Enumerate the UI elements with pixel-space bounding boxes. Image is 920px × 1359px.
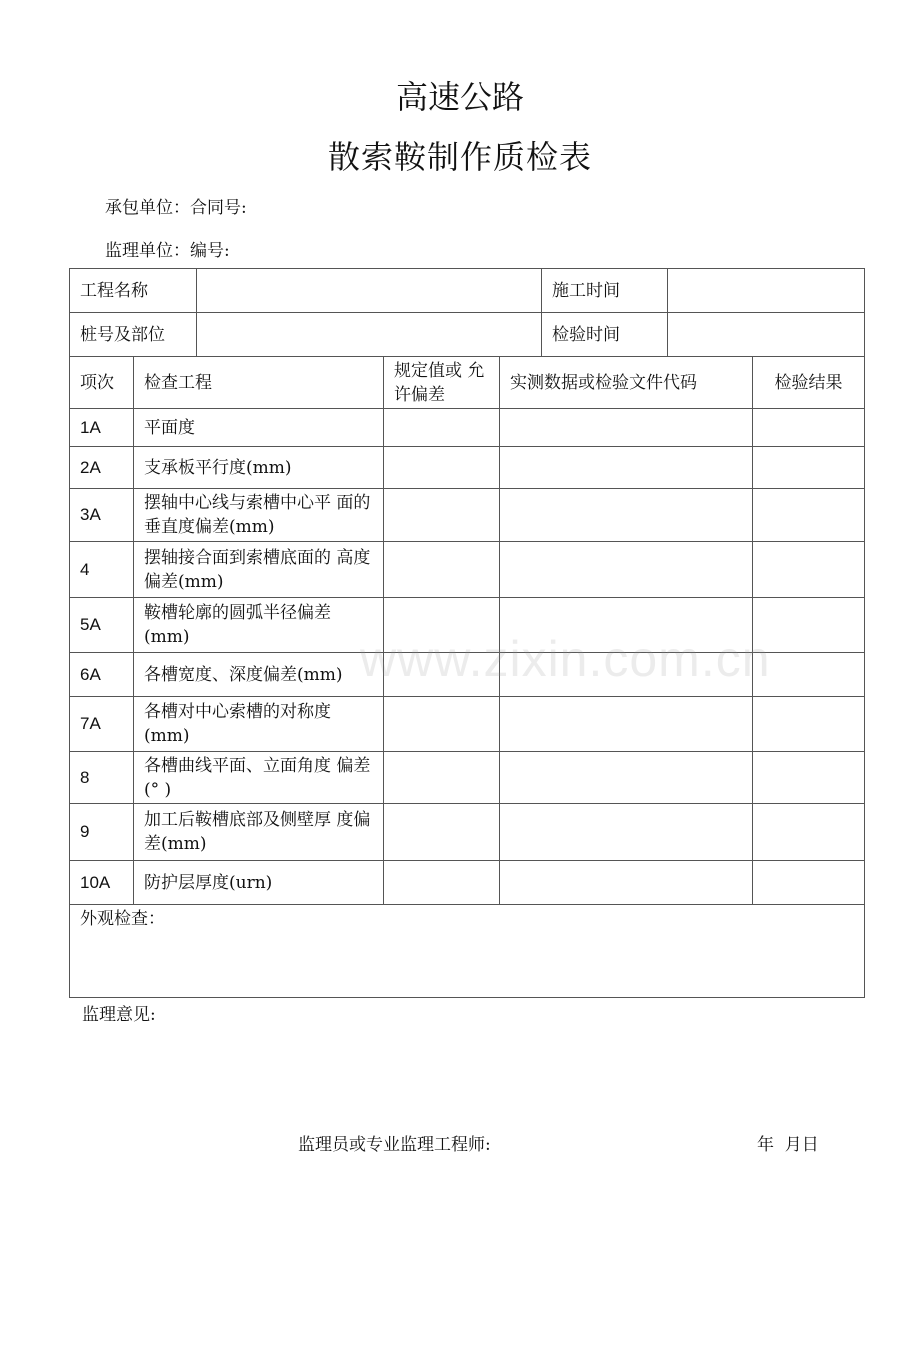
supervisor-opinion-label: 监理意见: [82, 1005, 156, 1025]
row-item: 各槽宽度、深度偏差(mm) [134, 653, 384, 697]
col-header-result: 检验结果 [753, 357, 865, 409]
row-result-cell[interactable] [753, 752, 865, 804]
date-label: 年 月日 [757, 1135, 819, 1155]
project-name-value[interactable] [197, 269, 542, 313]
row-result-cell[interactable] [753, 804, 865, 861]
watermark: www.zixin.com.cn [360, 631, 771, 687]
row-result-cell[interactable] [753, 697, 865, 752]
row-spec-cell[interactable] [384, 542, 500, 598]
appearance-check-label: 外观检查： [80, 909, 165, 929]
col-header-data: 实测数据或检验文件代码 [500, 357, 753, 409]
signature-label: 监理员或专业监理工程师: [298, 1135, 491, 1155]
row-item: 各槽对中心索槽的对称度 (mm) [134, 697, 384, 752]
station-label: 桩号及部位 [70, 313, 197, 357]
appearance-check-cell[interactable] [70, 905, 865, 998]
row-index: 8 [70, 752, 134, 804]
row-data-cell[interactable] [500, 447, 753, 489]
table-row [70, 409, 865, 447]
row-index: 2A [70, 447, 134, 489]
row-item: 各槽曲线平面、立面角度 偏差(° ) [134, 752, 384, 804]
row-spec-cell[interactable] [384, 804, 500, 861]
row-index: 1A [70, 409, 134, 447]
row-spec-cell[interactable] [384, 752, 500, 804]
table-row [70, 542, 865, 598]
row-spec-cell[interactable] [384, 598, 500, 653]
row-index: 3A [70, 489, 134, 542]
row-result-cell[interactable] [753, 861, 865, 905]
inspection-table [69, 268, 865, 998]
project-name-row [70, 269, 865, 313]
row-spec-cell[interactable] [384, 447, 500, 489]
construction-time-label: 施工时间 [542, 269, 668, 313]
row-index: 6A [70, 653, 134, 697]
row-result-cell[interactable] [753, 489, 865, 542]
row-spec-cell[interactable] [384, 489, 500, 542]
row-data-cell[interactable] [500, 804, 753, 861]
row-result-cell[interactable] [753, 653, 865, 697]
column-header-row [70, 357, 865, 409]
table-row [70, 697, 865, 752]
row-spec-cell[interactable] [384, 653, 500, 697]
row-data-cell[interactable] [500, 542, 753, 598]
row-index: 10A [70, 861, 134, 905]
row-data-cell[interactable] [500, 409, 753, 447]
row-index: 9 [70, 804, 134, 861]
row-data-cell[interactable] [500, 752, 753, 804]
col-header-index: 项次 [70, 357, 134, 409]
row-item: 支承板平行度(mm) [134, 447, 384, 489]
row-data-cell[interactable] [500, 598, 753, 653]
inspection-time-label: 检验时间 [542, 313, 668, 357]
supervisor-field: 监理单位：编号: [105, 241, 230, 261]
project-name-label: 工程名称 [70, 269, 197, 313]
row-spec-cell[interactable] [384, 409, 500, 447]
contractor-field: 承包单位：合同号: [105, 198, 247, 218]
row-index: 7A [70, 697, 134, 752]
row-result-cell[interactable] [753, 598, 865, 653]
station-value[interactable] [197, 313, 542, 357]
table-row [70, 752, 865, 804]
row-spec-cell[interactable] [384, 861, 500, 905]
table-row [70, 804, 865, 861]
station-row [70, 313, 865, 357]
table-row [70, 653, 865, 697]
row-data-cell[interactable] [500, 697, 753, 752]
inspection-time-value[interactable] [668, 313, 865, 357]
table-row [70, 598, 865, 653]
row-item: 防护层厚度(urn) [134, 861, 384, 905]
table-row [70, 861, 865, 905]
row-item: 平面度 [134, 409, 384, 447]
row-result-cell[interactable] [753, 447, 865, 489]
col-header-spec: 规定值或 允许偏差 [384, 357, 500, 409]
construction-time-value[interactable] [668, 269, 865, 313]
row-item: 加工后鞍槽底部及侧壁厚 度偏差(mm) [134, 804, 384, 861]
row-item: 鞍槽轮廓的圆弧半径偏差 (mm) [134, 598, 384, 653]
row-item: 摆轴接合面到索槽底面的 高度偏差(mm) [134, 542, 384, 598]
row-item: 摆轴中心线与索槽中心平 面的垂直度偏差(mm) [134, 489, 384, 542]
form-title: 散索鞍制作质检表 [327, 138, 592, 176]
row-data-cell[interactable] [500, 489, 753, 542]
row-result-cell[interactable] [753, 542, 865, 598]
col-header-item: 检查工程 [134, 357, 384, 409]
table-row [70, 447, 865, 489]
row-spec-cell[interactable] [384, 697, 500, 752]
row-index: 5A [70, 598, 134, 653]
row-index: 4 [70, 542, 134, 598]
table-row [70, 489, 865, 542]
row-result-cell[interactable] [753, 409, 865, 447]
row-data-cell[interactable] [500, 653, 753, 697]
document-title: 高速公路 [395, 78, 524, 116]
row-data-cell[interactable] [500, 861, 753, 905]
appearance-row [70, 905, 865, 998]
